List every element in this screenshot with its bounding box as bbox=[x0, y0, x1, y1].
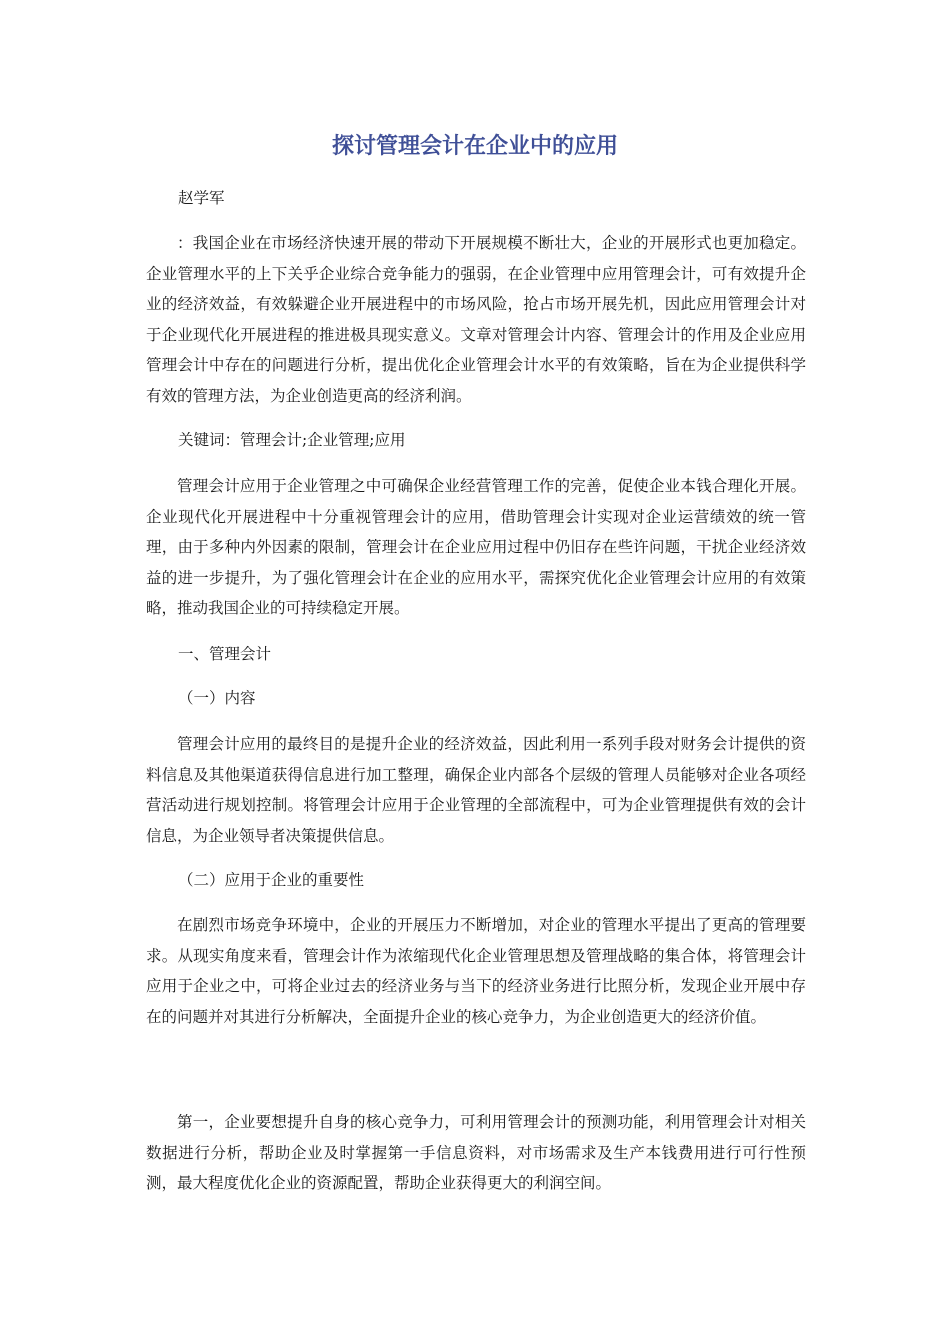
content-paragraph: 管理会计应用的最终目的是提升企业的经济效益，因此利用一系列手段对财务会计提供的资料信息及其他渠道获得信息进行加工整理，确保企业内部各个层级的管理人员能够对企业各项经营活动进行规划控制。将管理会计应用于企业管理的全部流程中，可为企业管理提供有效的会计信息，为企业领导者决策提供信息。 bbox=[146, 735, 806, 845]
subsection-heading-content: （一）内容 bbox=[178, 689, 256, 707]
abstract-paragraph: ：我国企业在市场经济快速开展的带动下开展规模不断壮大，企业的开展形式也更加稳定。企业管理水平的上下关乎企业综合竞争能力的强弱，在企业管理中应用管理会计，可有效提升企业的经济效益，有效躲避企业开展进程中的市场风险，抢占市场开展先机，因此应用管理会计对于企业现代化开展进程的推进极具现实意义。文章对管理会计内容、管理会计的作用及企业应用管理会计中存在的问题进行分析，提出优化企业管理会计水平的有效策略，旨在为企业提供科学有效的管理方法，为企业创造更高的经济利润。 bbox=[146, 234, 806, 405]
author-name: 赵学军 bbox=[178, 189, 225, 207]
intro-paragraph: 管理会计应用于企业管理之中可确保企业经营管理工作的完善，促使企业本钱合理化开展。企业现代化开展进程中十分重视管理会计的应用，借助管理会计实现对企业运营绩效的统一管理，由于多种内外因素的限制，管理会计在企业应用过程中仍旧存在些许问题，干扰企业经济效益的进一步提升，为了强化管理会计在企业的应用水平，需探究优化企业管理会计应用的有效策略，推动我国企业的可持续稳定开展。 bbox=[146, 477, 806, 617]
first-point-paragraph: 第一，企业要想提升自身的核心竞争力，可利用管理会计的预测功能，利用管理会计对相关数据进行分析，帮助企业及时掌握第一手信息资料，对市场需求及生产本钱费用进行可行性预测，最大程度优化企业的资源配置，帮助企业获得更大的利润空间。 bbox=[146, 1113, 806, 1192]
importance-paragraph: 在剧烈市场竞争环境中，企业的开展压力不断增加，对企业的管理水平提出了更高的管理要求。从现实角度来看，管理会计作为浓缩现代化企业管理思想及管理战略的集合体，将管理会计应用于企业之中，可将企业过去的经济业务与当下的经济业务进行比照分析，发现企业开展中存在的问题并对其进行分析解决，全面提升企业的核心竞争力，为企业创造更大的经济价值。 bbox=[146, 916, 806, 1026]
subsection-heading-importance: （二）应用于企业的重要性 bbox=[178, 871, 365, 889]
section-heading-management-accounting: 一、管理会计 bbox=[178, 645, 272, 663]
keywords-line: 关键词：管理会计;企业管理;应用 bbox=[178, 431, 406, 449]
document-title: 探讨管理会计在企业中的应用 bbox=[331, 134, 618, 159]
